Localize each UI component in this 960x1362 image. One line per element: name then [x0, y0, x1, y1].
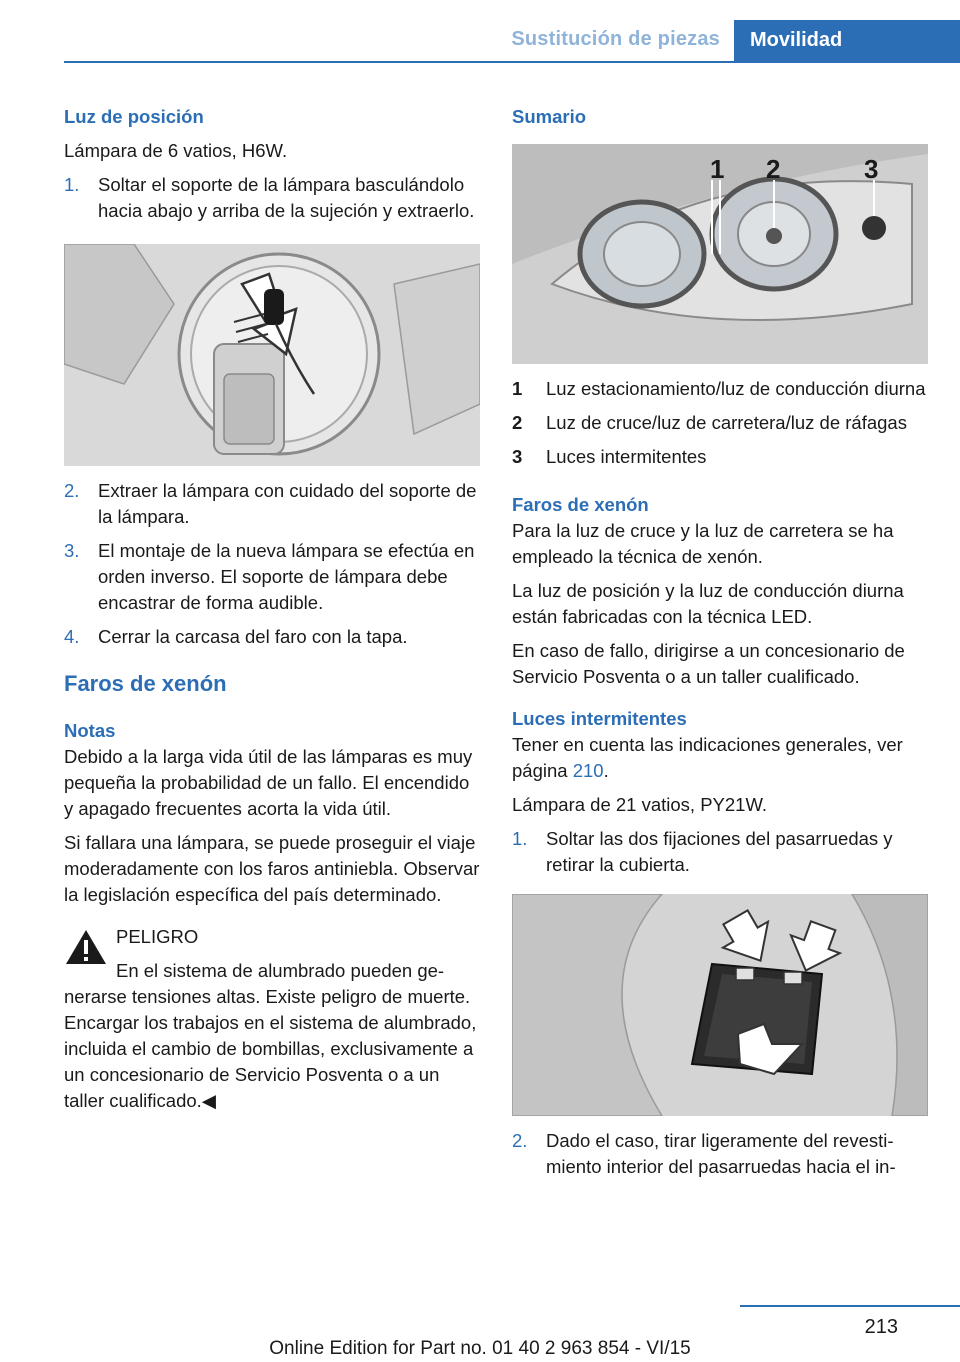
callout-2: 2 [766, 154, 781, 184]
edition-footer: Online Edition for Part no. 01 40 2 963 854 - VI/15 [269, 1338, 691, 1359]
heading-luz-de-posicion: Luz de posición [64, 106, 204, 127]
header-section-title: Sustitución de piezas [511, 28, 720, 50]
right-column [512, 104, 928, 1180]
step-number: 2. [512, 1130, 528, 1151]
step-text: Dado el caso, tirar ligeramente del revestimiento interior del pasarruedas hacia el in- [546, 1130, 896, 1177]
list-item [512, 826, 928, 878]
heading-luces-intermitentes: Luces intermitentes [512, 708, 687, 729]
warning-text: En el sistema de alumbrado pueden generarse tensiones altas. Existe peligro de muerte. Encargar los trabajos en el sistema de alumbrado, incluida el cambio de bombillas, exclusivamente a un concesionario de Servicio Posventa o a un taller cualificado.◀ [64, 960, 477, 1111]
list-item [512, 1128, 928, 1180]
page-number: 213 [864, 1316, 898, 1338]
legend-text: Luz de cruce/luz de carretera/luz de ráfagas [546, 412, 907, 433]
legend-text: Luces intermitentes [546, 446, 707, 467]
step-number: 4. [64, 626, 80, 647]
notes-paragraph: Si fallara una lámpara, se puede proseguir el viaje moderadamente con los faros antiniebla. Observar la legislación específica del país determinado. [64, 832, 480, 905]
heading-faros-de-xenon: Faros de xenón [64, 671, 227, 696]
step-number: 2. [64, 480, 80, 501]
bulb-holder-image [64, 244, 480, 466]
legend-item [512, 376, 928, 402]
warning-triangle-icon [64, 928, 108, 966]
header-chapter-label: Movilidad [750, 29, 843, 51]
notes-paragraph: Debido a la larga vida útil de las lámparas es muy pequeña la probabilidad de un fallo. El encendido y apagado frecuentes acorta la vida útil. [64, 746, 473, 819]
step-number: 1. [64, 174, 80, 195]
step-text: Soltar las dos fijaciones del pasarruedas y retirar la cubierta. [546, 828, 893, 875]
page-reference-link[interactable]: 210 [572, 760, 604, 781]
left-column [64, 104, 480, 1114]
legend-number: 1 [512, 378, 523, 399]
wheel-arch-illustration [512, 894, 928, 1116]
list-item [64, 538, 480, 616]
header-rule [64, 61, 960, 63]
callout-3: 3 [864, 154, 879, 184]
step-number: 1. [512, 828, 528, 849]
wheel-arch-cover-image [512, 894, 928, 1116]
headlight-illustration [512, 144, 928, 364]
danger-warning [64, 924, 480, 1114]
legend-number: 2 [512, 412, 523, 433]
xenon-paragraph: En caso de fallo, dirigirse a un concesionario de Servicio Posventa o a un taller cualificado. [512, 640, 905, 687]
intro-text: Lámpara de 6 vatios, H6W. [64, 140, 288, 161]
bulb-holder-illustration [64, 244, 480, 466]
warning-title: PELIGRO [116, 926, 199, 947]
heading-notas: Notas [64, 720, 116, 741]
lamp-spec-text: Lámpara de 21 vatios, PY21W. [512, 794, 768, 815]
header-chapter-tab [734, 20, 960, 63]
list-item [64, 172, 480, 224]
step-text: Extraer la lámpara con cuidado del soporte de la lámpara. [98, 480, 477, 527]
indicators-paragraph: Tener en cuenta las indicaciones generales, ver página 210. [512, 734, 903, 781]
step-text: El montaje de la nueva lámpara se efectúa en orden inverso. El soporte de lámpara debe encastrar de forma audible. [98, 540, 475, 613]
heading-sumario: Sumario [512, 106, 587, 127]
xenon-paragraph: La luz de posición y la luz de conducción diurna están fabricadas con la técnica LED. [512, 580, 904, 627]
legend-text: Luz estacionamiento/luz de conducción diurna [546, 378, 926, 399]
list-item [64, 478, 480, 530]
xenon-paragraph: Para la luz de cruce y la luz de carretera se ha empleado la técnica de xenón. [512, 520, 894, 567]
callout-1: 1 [710, 154, 725, 184]
list-item [64, 624, 480, 650]
step-number: 3. [64, 540, 80, 561]
step-text: Cerrar la carcasa del faro con la tapa. [98, 626, 408, 647]
legend-item [512, 444, 928, 470]
legend-number: 3 [512, 446, 523, 467]
headlight-image [512, 144, 928, 364]
legend-item [512, 410, 928, 436]
heading-faros-de-xenon-summary: Faros de xenón [512, 494, 649, 515]
footer-rule [740, 1305, 960, 1307]
step-text: Soltar el soporte de la lámpara basculándolo hacia abajo y arriba de la sujeción y extraerlo. [98, 174, 475, 221]
